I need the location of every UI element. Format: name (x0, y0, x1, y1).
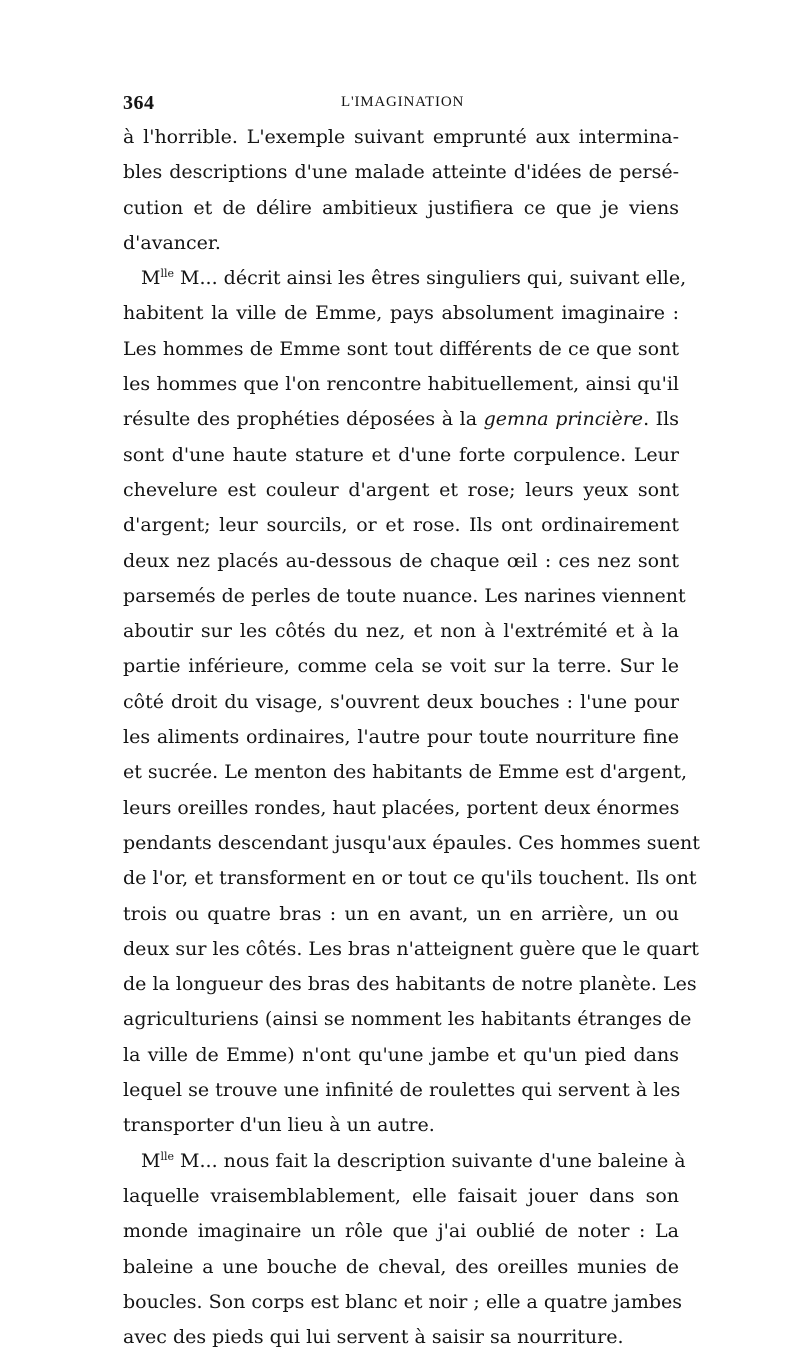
text-line: chevelure est couleur d'argent et rose; leurs yeux sont (123, 478, 679, 501)
body-text (123, 120, 700, 1355)
text-line: d'avancer. (123, 231, 221, 254)
text-line: à l'horrible. L'exemple suivant emprunté aux intermina- (123, 126, 679, 148)
text-line: deux nez placés au-dessous de chaque œil : ces nez sont (123, 549, 679, 572)
running-title: L'IMAGINATION (341, 94, 465, 110)
text-line: deux sur les côtés. Les bras n'atteignent guère que le quart (123, 937, 699, 960)
text-line: partie inférieure, comme cela se voit sur la terre. Sur le (123, 655, 679, 678)
text-line: de l'or, et transforment en or tout ce qu'ils touchent. Ils ont (123, 867, 697, 890)
text-line: côté droit du visage, s'ouvrent deux bouches : l'une pour (123, 690, 679, 713)
text-line: aboutir sur les côtés du nez, et non à l'extrémité et à la (123, 620, 679, 643)
text-line: monde imaginaire un rôle que j'ai oublié de noter : La (123, 1220, 679, 1243)
text-line: $M^{lle}$ M... décrit ainsi les êtres singuliers qui, suivant elle, (141, 267, 687, 290)
text-line: cution et de délire ambitieux justifiera ce que je viens (123, 196, 679, 219)
text-line: et sucrée. Le menton des habitants de Emme est d'argent, (123, 761, 687, 784)
text-line: la ville de Emme) n'ont qu'une jambe et qu'un pied dans (123, 1043, 679, 1066)
text-line: avec des pieds qui lui servent à saisir sa nourriture. (123, 1326, 624, 1349)
text-line: pendants descendant jusqu'aux épaules. Ces hommes suent (123, 831, 700, 854)
text-line: transporter d'un lieu à un autre. (123, 1114, 435, 1137)
text-line: laquelle vraisemblablement, elle faisait jouer dans son (123, 1184, 679, 1207)
text-line: parsemés de perles de toute nuance. Les narines viennent (123, 584, 686, 607)
text-line: résulte des prophéties déposées à la gemna princière. Ils (123, 408, 680, 431)
text-line: de la longueur des bras des habitants de notre planète. Les (123, 973, 697, 996)
text-line: les hommes que l'on rencontre habituellement, ainsi qu'il (123, 373, 679, 396)
text-line: habitent la ville de Emme, pays absolument imaginaire : (123, 302, 679, 325)
text-line: baleine a une bouche de cheval, des oreilles munies de (123, 1255, 679, 1278)
text-line: lequel se trouve une infinité de roulettes qui servent à les (123, 1079, 681, 1102)
running-head (123, 92, 679, 116)
text-line: les aliments ordinaires, l'autre pour toute nourriture fine (123, 726, 679, 749)
page-number: 364 (123, 92, 155, 114)
text-line: leurs oreilles rondes, haut placées, portent deux énormes (123, 796, 680, 819)
text-line: boucles. Son corps est blanc et noir ; elle a quatre jambes (123, 1290, 683, 1313)
text-line: sont d'une haute stature et d'une forte corpulence. Leur (123, 443, 679, 466)
text-line: Les hommes de Emme sont tout différents de ce que sont (123, 337, 679, 360)
text-line: trois ou quatre bras : un en avant, un en arrière, un ou (123, 902, 679, 925)
text-line: d'argent; leur sourcils, or et rose. Ils ont ordinairement (123, 514, 679, 537)
text-line: bles descriptions d'une malade atteinte d'idées de persé- (123, 161, 679, 184)
text-line: $M^{lle}$ M... nous fait la description suivante d'une baleine à (141, 1149, 686, 1172)
text-line: agriculturiens (ainsi se nomment les habitants étranges de (123, 1008, 692, 1031)
